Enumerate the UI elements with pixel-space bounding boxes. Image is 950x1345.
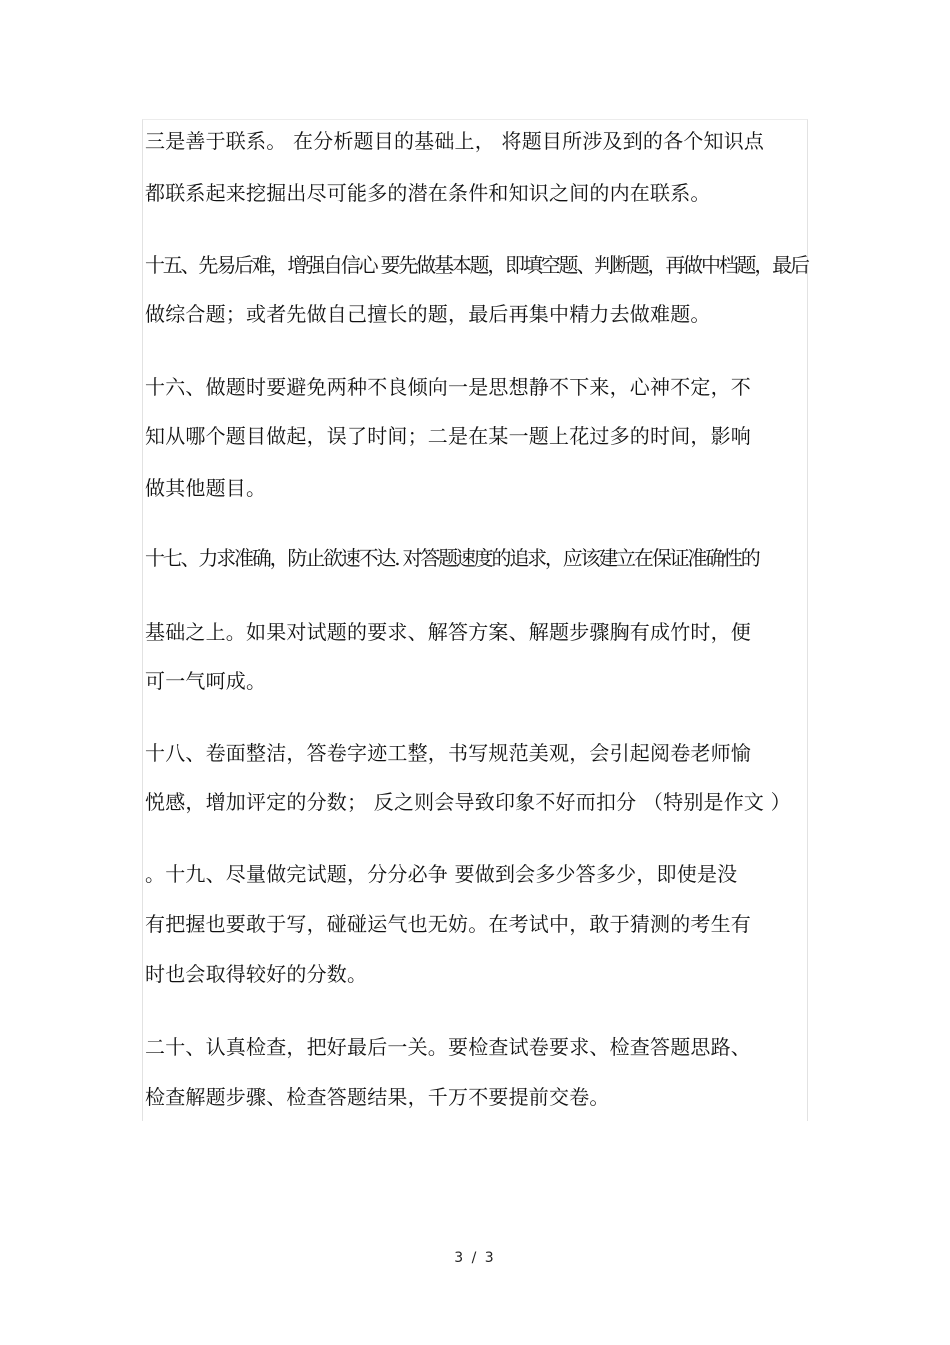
text-line: 三是善于联系。 在分析题目的基础上， 将题目所涉及到的各个知识点 (145, 129, 765, 153)
text-line: 可一气呵成。 (145, 669, 267, 693)
text-line: 十六、做题时要避免两种不良倾向一是思想静不下来，心神不定，不 (145, 375, 751, 399)
text-line: 知从哪个题目做起，误了时间；二是在某一题上花过多的时间，影响 (145, 424, 751, 448)
text-line: 十五、先易后难，增强自信心 要先做基本题，即填空题、判断题，再做中档题，最后 (145, 253, 808, 277)
text-line: 做综合题；或者先做自己擅长的题，最后再集中精力去做难题。 (145, 302, 711, 326)
text-line: 做其他题目。 (145, 476, 267, 500)
text-line: 二十、认真检查，把好最后一关。要检查试卷要求、检查答题思路、 (145, 1035, 751, 1059)
text-line: 。十九、尽量做完试题，分分必争 要做到会多少答多少，即使是没 (145, 862, 738, 886)
page-number: 3 / 3 (454, 1250, 496, 1266)
text-line: 悦感，增加评定的分数； 反之则会导致印象不好而扣分 （特别是作文 ） (145, 790, 791, 814)
text-line: 十七、力求准确，防止欲速不达. 对答题速度的追求，应该建立在保证准确性的 (145, 546, 759, 570)
text-line: 检查解题步骤、检查答题结果，千万不要提前交卷。 (145, 1085, 610, 1109)
text-line: 都联系起来挖掘出尽可能多的潜在条件和知识之间的内在联系。 (145, 181, 711, 205)
text-line: 时也会取得较好的分数。 (145, 962, 368, 986)
text-line: 十八、卷面整洁，答卷字迹工整，书写规范美观，会引起阅卷老师愉 (145, 741, 751, 765)
text-line: 基础之上。如果对试题的要求、解答方案、解题步骤胸有成竹时，便 (145, 620, 751, 644)
text-line: 有把握也要敢于写，碰碰运气也无妨。在考试中，敢于猜测的考生有 (145, 912, 751, 936)
